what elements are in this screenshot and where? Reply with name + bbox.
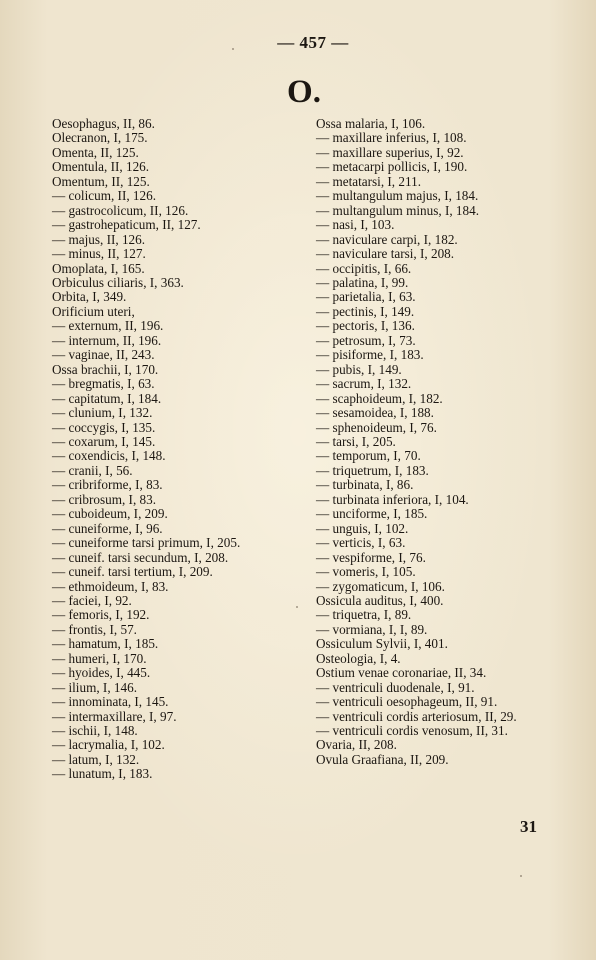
- index-entry: — pectinis, I, 149.: [316, 303, 415, 319]
- paper-speck: [520, 875, 522, 877]
- index-entry: — palatina, I, 99.: [316, 274, 409, 290]
- index-entry: Ostium venae coronariae, II, 34.: [316, 665, 487, 681]
- index-entry: — cuneif. tarsi secundum, I, 208.: [52, 549, 229, 565]
- index-entry: Omentula, II, 126.: [52, 159, 150, 175]
- index-entry: — unciforme, I, 185.: [316, 506, 428, 522]
- index-entry: — pubis, I, 149.: [316, 361, 402, 377]
- index-entry: — hyoides, I, 445.: [52, 665, 151, 681]
- index-entry: — naviculare tarsi, I, 208.: [316, 246, 455, 262]
- index-entry: — cuboideum, I, 209.: [52, 506, 168, 522]
- index-entry: — vespiforme, I, 76.: [316, 549, 426, 565]
- index-entry: — vaginae, II, 243.: [52, 347, 155, 363]
- index-entry: Ossicula auditus, I, 400.: [316, 592, 444, 608]
- index-entry: — cuneif. tarsi tertium, I, 209.: [52, 564, 213, 580]
- index-entry: — turbinata, I, 86.: [316, 477, 414, 493]
- index-entry: — lacrymalia, I, 102.: [52, 737, 165, 753]
- index-entry: — colicum, II, 126.: [52, 188, 157, 204]
- index-entry: — gastrohepaticum, II, 127.: [52, 217, 201, 233]
- index-entry: Ossiculum Sylvii, I, 401.: [316, 636, 448, 652]
- index-entry: — sacrum, I, 132.: [316, 376, 412, 392]
- index-entry: — innominata, I, 145.: [52, 694, 169, 710]
- index-entry: — lunatum, I, 183.: [52, 766, 153, 782]
- index-entry: — naviculare carpi, I, 182.: [316, 231, 458, 247]
- index-entry: — hamatum, I, 185.: [52, 636, 159, 652]
- index-entry: — ischii, I, 148.: [52, 723, 138, 739]
- index-entry: — tarsi, I, 205.: [316, 433, 396, 449]
- index-entry: — sesamoidea, I, 188.: [316, 405, 434, 421]
- index-entry: — vomeris, I, 105.: [316, 564, 416, 580]
- index-entry: Orbiculus ciliaris, I, 363.: [52, 274, 184, 290]
- index-entry: — ventriculi cordis arteriosum, II, 29.: [316, 708, 517, 724]
- index-entry: Ovaria, II, 208.: [316, 737, 397, 753]
- index-entry: — ventriculi duodenale, I, 91.: [316, 679, 475, 695]
- index-entry: Orbita, I, 349.: [52, 289, 127, 305]
- index-entry: — triquetra, I, 89.: [316, 607, 412, 623]
- index-entry: — faciei, I, 92.: [52, 592, 132, 608]
- index-entry: — cuneiforme, I, 96.: [52, 520, 163, 536]
- index-entry: — cribriforme, I, 83.: [52, 477, 163, 493]
- index-entry: — scaphoideum, I, 182.: [316, 390, 443, 406]
- index-entry: — nasi, I, 103.: [316, 217, 395, 233]
- index-entry: — parietalia, I, 63.: [316, 289, 416, 305]
- index-entry: — vormiana, I, I, 89.: [316, 621, 428, 637]
- index-entry: — unguis, I, 102.: [316, 520, 409, 536]
- index-entry: Ossa brachii, I, 170.: [52, 361, 159, 377]
- index-entry: — internum, II, 196.: [52, 332, 162, 348]
- index-entry: — pectoris, I, 136.: [316, 318, 415, 334]
- index-entry: Oesophagus, II, 86.: [52, 116, 155, 131]
- index-entry: Olecranon, I, 175.: [52, 130, 148, 146]
- index-entry: — metacarpi pollicis, I, 190.: [316, 159, 468, 175]
- index-entry: — minus, II, 127.: [52, 246, 146, 262]
- index-entry: — intermaxillare, I, 97.: [52, 708, 177, 724]
- index-column-left: [52, 117, 308, 782]
- index-entry: — coxarum, I, 145.: [52, 433, 156, 449]
- index-entry: Ovula Graafiana, II, 209.: [316, 751, 449, 767]
- index-entry: — multangulum minus, I, 184.: [316, 202, 480, 218]
- index-entry: — cribrosum, I, 83.: [52, 491, 157, 507]
- index-entry: — verticis, I, 63.: [316, 535, 406, 551]
- paper-speck: [232, 48, 234, 50]
- index-entry: — externum, II, 196.: [52, 318, 164, 334]
- page-number: — 457 —: [277, 33, 349, 52]
- index-entry: — turbinata inferiora, I, 104.: [316, 491, 469, 507]
- index-entry: — metatarsi, I, 211.: [316, 173, 421, 189]
- index-entry: Orificium uteri,: [52, 303, 135, 319]
- index-entry: — frontis, I, 57.: [52, 621, 137, 637]
- section-letter-heading: O.: [287, 74, 321, 110]
- index-entry: — humeri, I, 170.: [52, 650, 147, 666]
- signature-mark: 31: [520, 817, 537, 836]
- index-entry: — gastrocolicum, II, 126.: [52, 202, 189, 218]
- index-entry: — multangulum majus, I, 184.: [316, 188, 479, 204]
- index-entry: — capitatum, I, 184.: [52, 390, 162, 406]
- index-entry: — sphenoideum, I, 76.: [316, 419, 437, 435]
- index-entry: — ethmoideum, I, 83.: [52, 578, 169, 594]
- index-entry: — coxendicis, I, 148.: [52, 448, 166, 464]
- index-entry: — occipitis, I, 66.: [316, 260, 412, 276]
- index-entry: — cranii, I, 56.: [52, 462, 133, 478]
- index-entry: — pisiforme, I, 183.: [316, 347, 424, 363]
- index-entry: — cuneiforme tarsi primum, I, 205.: [52, 535, 241, 551]
- index-entry: Omoplata, I, 165.: [52, 260, 145, 276]
- index-entry: — zygomaticum, I, 106.: [316, 578, 445, 594]
- index-entry: Omenta, II, 125.: [52, 144, 139, 160]
- paper-speck: [296, 606, 298, 608]
- index-entry: — coccygis, I, 135.: [52, 419, 156, 435]
- index-entry: — ilium, I, 146.: [52, 679, 137, 695]
- index-entry: — maxillare superius, I, 92.: [316, 144, 464, 160]
- index-entry: — femoris, I, 192.: [52, 607, 150, 623]
- index-entry: — latum, I, 132.: [52, 751, 140, 767]
- index-entry: Osteologia, I, 4.: [316, 650, 401, 666]
- index-entry: Ossa malaria, I, 106.: [316, 116, 426, 131]
- index-entry: — triquetrum, I, 183.: [316, 462, 429, 478]
- index-entry: — clunium, I, 132.: [52, 405, 153, 421]
- index-entry: — ventriculi cordis venosum, II, 31.: [316, 723, 508, 739]
- index-entry: — ventriculi oesophageum, II, 91.: [316, 694, 498, 710]
- index-entry: Omentum, II, 125.: [52, 173, 150, 189]
- index-entry: — majus, II, 126.: [52, 231, 146, 247]
- index-entry: — temporum, I, 70.: [316, 448, 421, 464]
- index-entry: — maxillare inferius, I, 108.: [316, 130, 467, 146]
- index-entry: — bregmatis, I, 63.: [52, 376, 155, 392]
- index-entry: — petrosum, I, 73.: [316, 332, 416, 348]
- index-column-right: [316, 117, 572, 767]
